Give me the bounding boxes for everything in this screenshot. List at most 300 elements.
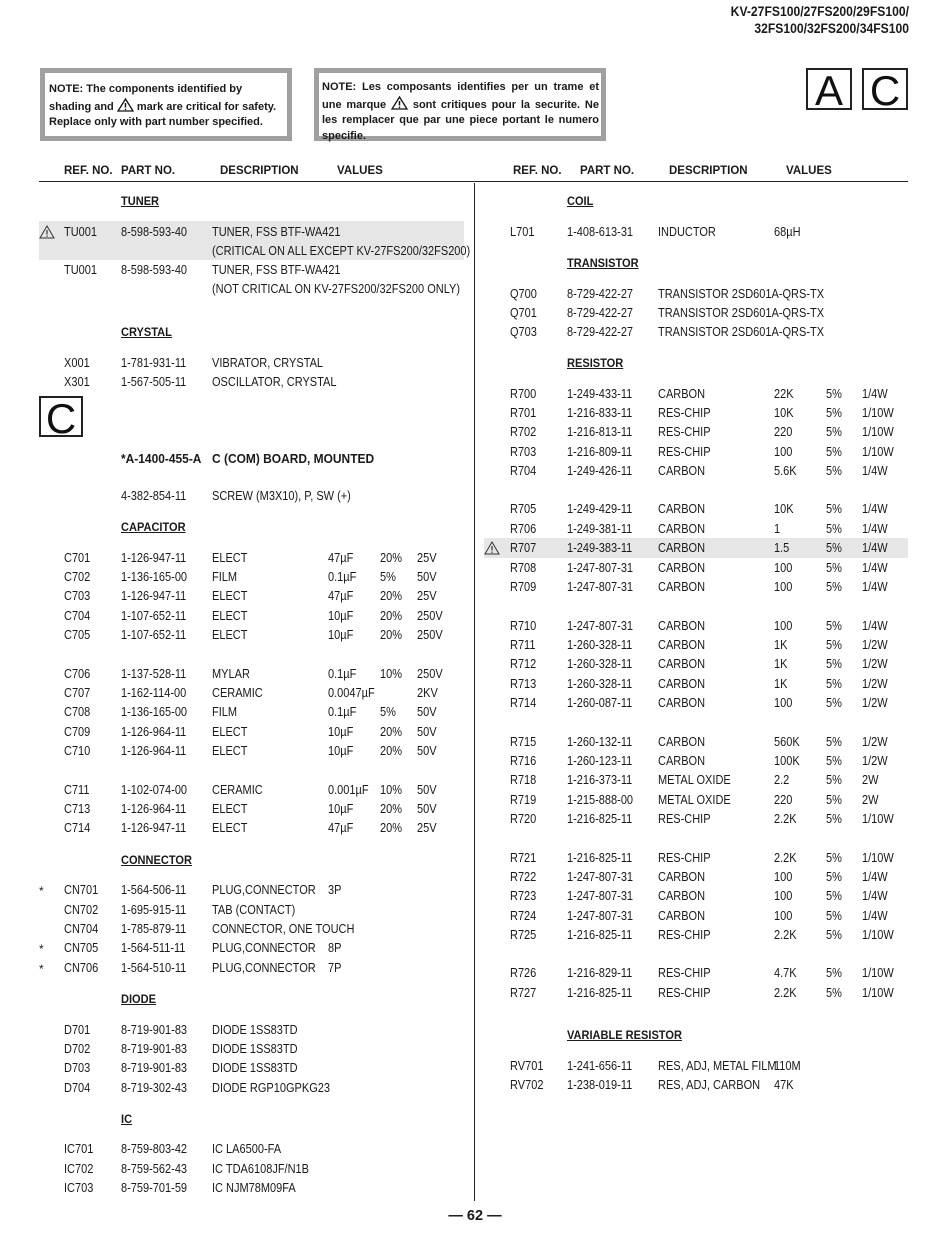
ref-number: R721 bbox=[510, 851, 537, 865]
value-rating: 50V bbox=[417, 744, 437, 758]
part-description: ELECT bbox=[212, 628, 248, 642]
value-primary: 100 bbox=[774, 619, 793, 633]
ref-number: C706 bbox=[64, 667, 91, 681]
value-tolerance: 5% bbox=[826, 657, 842, 671]
model-numbers bbox=[549, 3, 909, 37]
value-rating: 1/10W bbox=[862, 966, 894, 980]
part-description: CONNECTOR, ONE TOUCH bbox=[212, 922, 355, 936]
value-tolerance: 5% bbox=[826, 909, 842, 923]
value-primary: 0.1µF bbox=[328, 705, 357, 719]
value-rating: 1/10W bbox=[862, 928, 894, 942]
value-primary: 68µH bbox=[774, 225, 801, 239]
section-crystal: CRYSTAL bbox=[121, 325, 172, 339]
value-primary: 1 bbox=[774, 522, 781, 536]
value-rating: 1/2W bbox=[862, 735, 888, 749]
value-rating: 1/2W bbox=[862, 677, 888, 691]
part-description: CARBON bbox=[658, 580, 706, 594]
ref-number: IC703 bbox=[64, 1181, 94, 1195]
part-description: RES-CHIP bbox=[658, 928, 711, 942]
part-description-note: (CRITICAL ON ALL EXCEPT KV-27FS200/32FS200) bbox=[212, 244, 471, 258]
part-number: 1-162-114-00 bbox=[121, 686, 187, 700]
ref-number: R708 bbox=[510, 561, 537, 575]
ref-number: Q700 bbox=[510, 287, 537, 301]
value-rating: 2W bbox=[862, 773, 879, 787]
section-tuner: TUNER bbox=[121, 194, 160, 208]
value-rating: 1/4W bbox=[862, 580, 888, 594]
section-capacitor: CAPACITOR bbox=[121, 520, 186, 534]
model-line-2: 32FS100/32FS200/34FS100 bbox=[754, 21, 909, 36]
value-tolerance: 5% bbox=[826, 464, 842, 478]
part-description: RES-CHIP bbox=[658, 445, 711, 459]
ref-number: R722 bbox=[510, 870, 537, 884]
value-rating: 1/2W bbox=[862, 657, 888, 671]
part-number: 1-260-328-11 bbox=[567, 638, 633, 652]
part-description: OSCILLATOR, CRYSTAL bbox=[212, 375, 337, 389]
part-description: RES, ADJ, METAL FILM bbox=[658, 1059, 777, 1073]
part-number: 1-216-825-11 bbox=[567, 812, 633, 826]
part-number: 1-247-807-31 bbox=[567, 619, 634, 633]
part-description: VIBRATOR, CRYSTAL bbox=[212, 356, 324, 370]
value-primary: 22K bbox=[774, 387, 794, 401]
part-description: TUNER, FSS BTF-WA421 bbox=[212, 225, 341, 239]
screw-description: SCREW (M3X10), P, SW (+) bbox=[212, 489, 351, 503]
part-number: 1-247-807-31 bbox=[567, 561, 634, 575]
value-tolerance: 5% bbox=[826, 889, 842, 903]
part-number: 1-136-165-00 bbox=[121, 570, 188, 584]
part-number: 1-260-328-11 bbox=[567, 657, 633, 671]
part-description: MYLAR bbox=[212, 667, 250, 681]
value-primary: 100 bbox=[774, 580, 793, 594]
part-number: 1-216-829-11 bbox=[567, 966, 633, 980]
value-primary: 47µF bbox=[328, 551, 354, 565]
part-description-note: (NOT CRITICAL ON KV-27FS200/32FS200 ONLY) bbox=[212, 282, 460, 296]
value-tolerance: 20% bbox=[380, 628, 403, 642]
value-tolerance: 20% bbox=[380, 589, 403, 603]
value-tolerance: 10% bbox=[380, 783, 403, 797]
ref-number: D703 bbox=[64, 1061, 91, 1075]
part-description: ELECT bbox=[212, 821, 248, 835]
ref-number: R709 bbox=[510, 580, 537, 594]
value-primary: 10µF bbox=[328, 725, 354, 739]
value-rating: 1/10W bbox=[862, 445, 894, 459]
value-primary: 10K bbox=[774, 502, 794, 516]
part-description: RES-CHIP bbox=[658, 812, 711, 826]
value-primary: 47K bbox=[774, 1078, 794, 1092]
ref-number: CN705 bbox=[64, 941, 99, 955]
part-description: CARBON bbox=[658, 638, 706, 652]
ref-number: C709 bbox=[64, 725, 91, 739]
warning-triangle-icon bbox=[117, 98, 134, 112]
value-primary: 220 bbox=[774, 793, 793, 807]
value-primary: 10µF bbox=[328, 802, 354, 816]
header-ref-right: REF. NO. bbox=[513, 165, 562, 177]
part-number: 1-238-019-11 bbox=[567, 1078, 633, 1092]
value-rating: 25V bbox=[417, 589, 437, 603]
value-primary: 220 bbox=[774, 425, 793, 439]
value-tolerance: 5% bbox=[826, 870, 842, 884]
ref-number: C708 bbox=[64, 705, 91, 719]
value-tolerance: 5% bbox=[826, 445, 842, 459]
part-description: RES, ADJ, CARBON bbox=[658, 1078, 761, 1092]
ref-number: R720 bbox=[510, 812, 537, 826]
changed-part-star: * bbox=[39, 962, 44, 976]
value-tolerance: 5% bbox=[826, 986, 842, 1000]
part-description: TRANSISTOR 2SD601A-QRS-TX bbox=[658, 325, 825, 339]
part-description: ELECT bbox=[212, 551, 248, 565]
part-number: 1-126-947-11 bbox=[121, 551, 187, 565]
value-primary: 2.2K bbox=[774, 851, 797, 865]
value-primary: 110M bbox=[774, 1059, 801, 1073]
part-number: 1-216-373-11 bbox=[567, 773, 633, 787]
part-number: 8-598-593-40 bbox=[121, 225, 188, 239]
part-number: 1-564-506-11 bbox=[121, 883, 187, 897]
part-description: DIODE 1SS83TD bbox=[212, 1042, 298, 1056]
part-number: 1-408-613-31 bbox=[567, 225, 634, 239]
ref-number: L701 bbox=[510, 225, 535, 239]
part-description: INDUCTOR bbox=[658, 225, 716, 239]
board-letter-a: A bbox=[806, 68, 852, 110]
part-number: 8-598-593-40 bbox=[121, 263, 188, 277]
part-number: 1-102-074-00 bbox=[121, 783, 188, 797]
value-primary: 10µF bbox=[328, 609, 354, 623]
part-description: CARBON bbox=[658, 735, 706, 749]
value-tolerance: 5% bbox=[826, 638, 842, 652]
value-rating: 1/4W bbox=[862, 561, 888, 575]
value-tolerance: 5% bbox=[826, 522, 842, 536]
value-rating: 1/2W bbox=[862, 638, 888, 652]
ref-number: C701 bbox=[64, 551, 91, 565]
ref-number: C707 bbox=[64, 686, 91, 700]
ref-number: R703 bbox=[510, 445, 537, 459]
part-description: CARBON bbox=[658, 522, 706, 536]
value-tolerance: 5% bbox=[826, 773, 842, 787]
part-description: CERAMIC bbox=[212, 783, 263, 797]
part-number: 8-719-901-83 bbox=[121, 1061, 188, 1075]
part-description: CARBON bbox=[658, 502, 706, 516]
ref-number: C714 bbox=[64, 821, 91, 835]
value-primary: 1K bbox=[774, 677, 788, 691]
part-number: 1-249-381-11 bbox=[567, 522, 633, 536]
note-en-text-1: NOTE: The components identified by shading and bbox=[49, 83, 243, 113]
part-number: 8-759-701-59 bbox=[121, 1181, 188, 1195]
value-rating: 50V bbox=[417, 705, 437, 719]
model-line-1: KV-27FS100/27FS200/29FS100/ bbox=[730, 4, 909, 19]
part-number: 1-564-510-11 bbox=[121, 961, 187, 975]
value-tolerance: 5% bbox=[380, 570, 396, 584]
part-number: 1-785-879-11 bbox=[121, 922, 187, 936]
ref-number: R714 bbox=[510, 696, 537, 710]
section-variable-resistor: VARIABLE RESISTOR bbox=[567, 1028, 682, 1042]
part-description: RES-CHIP bbox=[658, 851, 711, 865]
value-tolerance: 5% bbox=[826, 754, 842, 768]
value-primary: 0.1µF bbox=[328, 667, 357, 681]
value-tolerance: 5% bbox=[826, 966, 842, 980]
value-primary: 8P bbox=[328, 941, 342, 955]
value-primary: 3P bbox=[328, 883, 342, 897]
value-rating: 1/4W bbox=[862, 502, 888, 516]
part-number: 8-759-562-43 bbox=[121, 1162, 188, 1176]
ref-number: R705 bbox=[510, 502, 537, 516]
part-number: 1-249-433-11 bbox=[567, 387, 633, 401]
value-rating: 1/4W bbox=[862, 909, 888, 923]
part-number: 8-719-901-83 bbox=[121, 1042, 188, 1056]
value-primary: 1K bbox=[774, 638, 788, 652]
value-tolerance: 5% bbox=[826, 502, 842, 516]
part-number: 1-216-825-11 bbox=[567, 851, 633, 865]
part-description: IC LA6500-FA bbox=[212, 1142, 282, 1156]
part-number: 1-107-652-11 bbox=[121, 609, 187, 623]
value-primary: 4.7K bbox=[774, 966, 797, 980]
value-primary: 100 bbox=[774, 909, 793, 923]
part-number: 1-216-825-11 bbox=[567, 928, 633, 942]
header-desc-left: DESCRIPTION bbox=[220, 165, 299, 177]
ref-number: R716 bbox=[510, 754, 537, 768]
part-number: 1-216-833-11 bbox=[567, 406, 633, 420]
section-ic: IC bbox=[121, 1112, 133, 1126]
header-values-right: VALUES bbox=[786, 165, 832, 177]
value-tolerance: 20% bbox=[380, 725, 403, 739]
warning-triangle-icon bbox=[391, 96, 408, 110]
ref-number: R723 bbox=[510, 889, 537, 903]
part-number: 1-781-931-11 bbox=[121, 356, 187, 370]
ref-number: C704 bbox=[64, 609, 91, 623]
ref-number: R712 bbox=[510, 657, 537, 671]
ref-number: C702 bbox=[64, 570, 91, 584]
header-values-left: VALUES bbox=[337, 165, 383, 177]
value-tolerance: 5% bbox=[826, 793, 842, 807]
part-number: 1-107-652-11 bbox=[121, 628, 187, 642]
value-primary: 10K bbox=[774, 406, 794, 420]
part-description: CARBON bbox=[658, 696, 706, 710]
part-number: 1-247-807-31 bbox=[567, 889, 634, 903]
value-rating: 25V bbox=[417, 551, 437, 565]
ref-number: CN702 bbox=[64, 903, 99, 917]
changed-part-star: * bbox=[39, 884, 44, 898]
ref-number: R700 bbox=[510, 387, 537, 401]
board-letter-c: C bbox=[862, 68, 908, 110]
part-description: CARBON bbox=[658, 657, 706, 671]
part-description: TRANSISTOR 2SD601A-QRS-TX bbox=[658, 287, 825, 301]
part-description: RES-CHIP bbox=[658, 966, 711, 980]
part-number: 8-719-901-83 bbox=[121, 1023, 188, 1037]
part-number: 1-260-123-11 bbox=[567, 754, 633, 768]
header-desc-right: DESCRIPTION bbox=[669, 165, 748, 177]
part-description: RES-CHIP bbox=[658, 425, 711, 439]
value-tolerance: 5% bbox=[826, 561, 842, 575]
part-description: CARBON bbox=[658, 541, 706, 555]
value-tolerance: 20% bbox=[380, 551, 403, 565]
part-description: CARBON bbox=[658, 754, 706, 768]
part-description: IC NJM78M09FA bbox=[212, 1181, 296, 1195]
value-tolerance: 5% bbox=[826, 851, 842, 865]
part-number: 8-759-803-42 bbox=[121, 1142, 188, 1156]
part-number: 1-215-888-00 bbox=[567, 793, 634, 807]
ref-number: R707 bbox=[510, 541, 537, 555]
value-primary: 2.2 bbox=[774, 773, 790, 787]
part-description: FILM bbox=[212, 570, 238, 584]
section-resistor: RESISTOR bbox=[567, 356, 624, 370]
value-rating: 1/4W bbox=[862, 541, 888, 555]
part-description: ELECT bbox=[212, 609, 248, 623]
part-description: METAL OXIDE bbox=[658, 773, 731, 787]
value-rating: 50V bbox=[417, 725, 437, 739]
ref-number: R724 bbox=[510, 909, 537, 923]
ref-number: C705 bbox=[64, 628, 91, 642]
page-number: — 62 — bbox=[448, 1208, 502, 1224]
value-primary: 100K bbox=[774, 754, 800, 768]
value-rating: 1/4W bbox=[862, 464, 888, 478]
part-number: 1-241-656-11 bbox=[567, 1059, 633, 1073]
ref-number: C711 bbox=[64, 783, 90, 797]
ref-number: Q703 bbox=[510, 325, 537, 339]
part-number: 1-126-947-11 bbox=[121, 589, 187, 603]
value-primary: 100 bbox=[774, 445, 793, 459]
part-description: CARBON bbox=[658, 387, 706, 401]
value-rating: 1/10W bbox=[862, 406, 894, 420]
ref-number: TU001 bbox=[64, 225, 98, 239]
part-number: 8-729-422-27 bbox=[567, 306, 634, 320]
value-tolerance: 5% bbox=[380, 705, 396, 719]
part-description: ELECT bbox=[212, 744, 248, 758]
ref-number: RV701 bbox=[510, 1059, 544, 1073]
header-rule bbox=[39, 181, 908, 182]
board-letter-c-left: C bbox=[39, 396, 83, 437]
ref-number: R711 bbox=[510, 638, 536, 652]
ref-number: R719 bbox=[510, 793, 537, 807]
value-tolerance: 20% bbox=[380, 609, 403, 623]
value-primary: 560K bbox=[774, 735, 800, 749]
value-rating: 1/4W bbox=[862, 619, 888, 633]
part-number: 1-247-807-31 bbox=[567, 909, 634, 923]
part-number: 1-216-813-11 bbox=[567, 425, 633, 439]
part-description: IC TDA6108JF/N1B bbox=[212, 1162, 310, 1176]
ref-number: CN704 bbox=[64, 922, 99, 936]
value-primary: 100 bbox=[774, 870, 793, 884]
safety-note-french bbox=[314, 68, 606, 141]
ref-number: R726 bbox=[510, 966, 537, 980]
part-description: PLUG,CONNECTOR bbox=[212, 883, 316, 897]
part-number: 1-249-426-11 bbox=[567, 464, 633, 478]
value-rating: 1/10W bbox=[862, 812, 894, 826]
part-number: 1-567-505-11 bbox=[121, 375, 187, 389]
header-ref-left: REF. NO. bbox=[64, 165, 113, 177]
part-description: DIODE 1SS83TD bbox=[212, 1023, 298, 1037]
part-description: TRANSISTOR 2SD601A-QRS-TX bbox=[658, 306, 825, 320]
value-rating: 2KV bbox=[417, 686, 438, 700]
value-rating: 50V bbox=[417, 570, 437, 584]
value-primary: 100 bbox=[774, 561, 793, 575]
value-primary: 0.0047µF bbox=[328, 686, 375, 700]
value-primary: 1K bbox=[774, 657, 788, 671]
value-primary: 7P bbox=[328, 961, 342, 975]
ref-number: R701 bbox=[510, 406, 537, 420]
value-primary: 47µF bbox=[328, 589, 354, 603]
changed-part-star: * bbox=[39, 942, 44, 956]
value-rating: 1/4W bbox=[862, 889, 888, 903]
value-tolerance: 20% bbox=[380, 802, 403, 816]
ref-number: C710 bbox=[64, 744, 91, 758]
ref-number: R710 bbox=[510, 619, 537, 633]
part-number: 1-249-429-11 bbox=[567, 502, 633, 516]
part-description: DIODE RGP10GPKG23 bbox=[212, 1081, 330, 1095]
part-description: RES-CHIP bbox=[658, 986, 711, 1000]
value-tolerance: 5% bbox=[826, 580, 842, 594]
section-coil: COIL bbox=[567, 194, 594, 208]
value-rating: 50V bbox=[417, 802, 437, 816]
section-transistor: TRANSISTOR bbox=[567, 256, 639, 270]
value-primary: 100 bbox=[774, 889, 793, 903]
value-tolerance: 5% bbox=[826, 677, 842, 691]
value-primary: 2.2K bbox=[774, 928, 797, 942]
ref-number: R715 bbox=[510, 735, 537, 749]
part-description: ELECT bbox=[212, 589, 248, 603]
value-tolerance: 5% bbox=[826, 619, 842, 633]
screw-part-number: 4-382-854-11 bbox=[121, 489, 187, 503]
value-rating: 250V bbox=[417, 667, 443, 681]
value-primary: 0.1µF bbox=[328, 570, 357, 584]
value-primary: 5.6K bbox=[774, 464, 797, 478]
part-number: 8-729-422-27 bbox=[567, 325, 634, 339]
value-tolerance: 5% bbox=[826, 425, 842, 439]
value-primary: 100 bbox=[774, 696, 793, 710]
value-rating: 1/4W bbox=[862, 870, 888, 884]
ref-number: D702 bbox=[64, 1042, 91, 1056]
value-primary: 10µF bbox=[328, 628, 354, 642]
part-description: TAB (CONTACT) bbox=[212, 903, 296, 917]
part-description: CARBON bbox=[658, 464, 706, 478]
header-part-right: PART NO. bbox=[580, 165, 635, 177]
value-rating: 25V bbox=[417, 821, 437, 835]
safety-note-english bbox=[40, 68, 292, 141]
part-number: 1-137-528-11 bbox=[121, 667, 187, 681]
ref-number: X301 bbox=[64, 375, 90, 389]
value-tolerance: 5% bbox=[826, 735, 842, 749]
part-number: 1-695-915-11 bbox=[121, 903, 187, 917]
part-number: 1-216-825-11 bbox=[567, 986, 633, 1000]
value-tolerance: 5% bbox=[826, 406, 842, 420]
part-description: CARBON bbox=[658, 677, 706, 691]
ref-number: RV702 bbox=[510, 1078, 544, 1092]
value-rating: 1/10W bbox=[862, 986, 894, 1000]
section-diode: DIODE bbox=[121, 992, 156, 1006]
value-rating: 250V bbox=[417, 609, 443, 623]
part-number: 1-260-328-11 bbox=[567, 677, 633, 691]
ref-number: CN706 bbox=[64, 961, 99, 975]
part-description: CERAMIC bbox=[212, 686, 263, 700]
value-tolerance: 10% bbox=[380, 667, 403, 681]
value-tolerance: 20% bbox=[380, 744, 403, 758]
part-number: 1-247-807-31 bbox=[567, 870, 634, 884]
part-number: 1-247-807-31 bbox=[567, 580, 634, 594]
ref-number: IC701 bbox=[64, 1142, 94, 1156]
ref-number: R713 bbox=[510, 677, 537, 691]
board-part-number: *A-1400-455-A bbox=[121, 451, 202, 466]
part-description: PLUG,CONNECTOR bbox=[212, 941, 316, 955]
part-description: METAL OXIDE bbox=[658, 793, 731, 807]
ref-number: R718 bbox=[510, 773, 537, 787]
value-primary: 2.2K bbox=[774, 986, 797, 1000]
ref-number: R702 bbox=[510, 425, 537, 439]
value-tolerance: 5% bbox=[826, 812, 842, 826]
ref-number: C713 bbox=[64, 802, 91, 816]
ref-number: D701 bbox=[64, 1023, 91, 1037]
value-tolerance: 5% bbox=[826, 541, 842, 555]
board-description: C (COM) BOARD, MOUNTED bbox=[212, 451, 375, 466]
part-description: CARBON bbox=[658, 889, 706, 903]
part-description: CARBON bbox=[658, 561, 706, 575]
part-description: RES-CHIP bbox=[658, 406, 711, 420]
value-primary: 47µF bbox=[328, 821, 354, 835]
